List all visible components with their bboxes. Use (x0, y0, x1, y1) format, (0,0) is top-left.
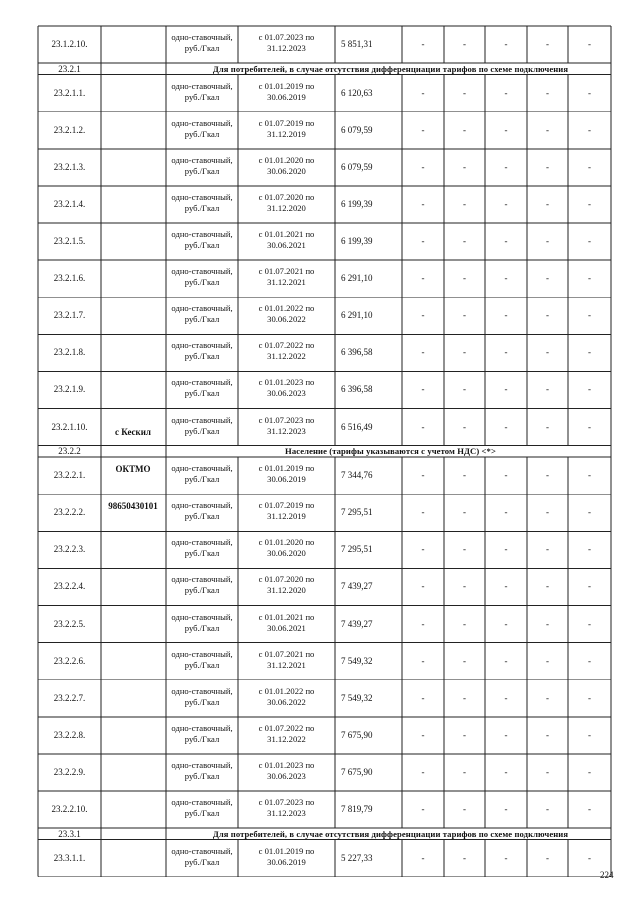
period-to: 30.06.2021 (267, 240, 306, 250)
period-from: с 01.01.2019 по (258, 463, 315, 474)
empty-cell-4: - (546, 124, 549, 135)
period-to: 31.12.2020 (267, 202, 306, 213)
period-to: 31.12.2022 (267, 351, 306, 362)
empty-cell-5: - (588, 236, 591, 247)
empty-cell-5: - (588, 421, 591, 432)
row-number: 23.2.2.4. (53, 581, 86, 592)
empty-cell-5: - (588, 507, 591, 518)
tariff-value: 7 549,32 (341, 655, 373, 666)
row-number: 23.3.1.1. (53, 852, 86, 863)
empty-cell-2: - (463, 618, 466, 629)
row-number: 23.2.2.1. (53, 470, 86, 481)
empty-cell-5: - (588, 310, 591, 321)
empty-cell-5: - (588, 198, 591, 209)
period-from: с 01.07.2023 по (258, 32, 315, 42)
tariff-type: одно-ставочный, руб./Гкал (171, 611, 233, 633)
empty-cell-3: - (504, 766, 508, 777)
empty-cell-4: - (546, 384, 549, 395)
empty-cell-2: - (463, 198, 466, 209)
empty-cell-2: - (463, 347, 466, 358)
tariff-type: одно-ставочный, руб./Гкал (171, 759, 233, 781)
empty-cell-2: - (463, 692, 466, 703)
empty-cell-3: - (504, 618, 508, 629)
section-title: Для потребителей, в случае отсутствия дифференциации тарифов по схеме подключения (212, 63, 569, 74)
empty-cell-1: - (421, 273, 425, 284)
empty-cell-4: - (546, 804, 549, 815)
empty-cell-2: - (463, 236, 466, 247)
period-from: с 01.07.2021 по (258, 266, 315, 277)
empty-cell-5: - (588, 766, 591, 777)
empty-cell-3: - (504, 124, 508, 135)
row-number: 23.2.2.3. (53, 544, 86, 555)
empty-cell-2: - (463, 655, 466, 666)
empty-cell-5: - (588, 87, 591, 98)
empty-cell-1: - (421, 236, 425, 247)
oktmo-label: ОКТМО (115, 464, 151, 474)
empty-cell-3: - (504, 347, 508, 358)
row-number: 23.2.1.3. (53, 161, 86, 172)
period-to: 31.12.2021 (267, 659, 306, 670)
tariff-value: 7 549,32 (341, 692, 373, 703)
empty-cell-1: - (421, 310, 425, 321)
period-to: 31.12.2023 (267, 425, 306, 436)
empty-cell-2: - (463, 273, 466, 284)
empty-cell-2: - (463, 39, 466, 50)
empty-cell-4: - (546, 347, 549, 358)
oktmo-code: 98650430101 (108, 501, 158, 511)
row-number: 23.2.2.2. (53, 507, 86, 518)
empty-cell-5: - (588, 347, 591, 358)
period-to: 30.06.2019 (267, 474, 306, 485)
tariff-value: 6 079,59 (341, 161, 373, 172)
tariff-value: 6 199,39 (341, 198, 373, 209)
empty-cell-5: - (588, 618, 591, 629)
section-number: 23.2.1 (58, 63, 81, 74)
empty-cell-1: - (421, 655, 425, 666)
row-number: 23.2.1.8. (53, 347, 86, 358)
empty-cell-1: - (421, 470, 425, 481)
empty-cell-3: - (504, 507, 508, 518)
period-from: с 01.07.2019 по (258, 500, 315, 511)
tariff-value: 5 227,33 (341, 852, 373, 863)
period-from: с 01.07.2023 по (258, 797, 315, 807)
section-title: Для потребителей, в случае отсутствия дифференциации тарифов по схеме подключения (212, 828, 569, 839)
empty-cell-3: - (504, 39, 508, 50)
tariff-value: 6 079,59 (341, 124, 373, 135)
empty-cell-1: - (421, 544, 425, 555)
empty-cell-3: - (504, 729, 508, 740)
empty-cell-2: - (463, 766, 466, 777)
tariff-value: 7 439,27 (341, 618, 373, 629)
period-from: с 01.07.2023 по (258, 414, 315, 425)
period-to: 31.12.2023 (267, 808, 306, 818)
period-from: с 01.07.2022 по (258, 340, 315, 351)
tariff-value: 7 675,90 (341, 766, 373, 777)
tariff-value: 6 396,58 (341, 347, 373, 358)
row-number: 23.2.2.5. (53, 618, 86, 629)
tariff-type: одно-ставочный, руб./Гкал (171, 574, 233, 596)
tariff-value: 7 295,51 (341, 507, 373, 518)
empty-cell-1: - (421, 124, 425, 135)
period-to: 30.06.2023 (267, 388, 306, 399)
period-to: 30.06.2022 (267, 314, 306, 325)
empty-cell-1: - (421, 618, 425, 629)
period-to: 30.06.2019 (267, 856, 306, 867)
empty-cell-4: - (546, 692, 549, 703)
row-number: 23.2.1.9. (53, 384, 86, 395)
row-number: 23.2.1.4. (53, 198, 86, 209)
empty-cell-2: - (463, 544, 466, 555)
tariff-type: одно-ставочный, руб./Гкал (171, 797, 233, 818)
tariff-type: одно-ставочный, руб./Гкал (171, 377, 233, 399)
empty-cell-3: - (504, 421, 508, 432)
empty-cell-1: - (421, 347, 425, 358)
empty-cell-4: - (546, 544, 549, 555)
period-from: с 01.01.2021 по (258, 611, 315, 622)
section-number: 23.2.2 (58, 446, 81, 457)
section-title: Население (тарифы указываются с учетом НДС) <*> (285, 446, 496, 457)
empty-cell-4: - (546, 236, 549, 247)
tariff-value: 6 291,10 (341, 273, 373, 284)
empty-cell-1: - (421, 766, 425, 777)
period-from: с 01.01.2022 по (258, 685, 315, 696)
row-number: 23.2.2.10. (51, 804, 88, 815)
empty-cell-2: - (463, 581, 466, 592)
tariff-type: одно-ставочный, руб./Гкал (171, 648, 233, 670)
empty-cell-2: - (463, 507, 466, 518)
empty-cell-3: - (504, 310, 508, 321)
period-to: 31.12.2019 (267, 511, 306, 522)
tariff-type: одно-ставочный, руб./Гкал (171, 303, 233, 325)
row-number: 23.2.1.10. (51, 421, 88, 432)
tariff-value: 7 439,27 (341, 581, 373, 592)
empty-cell-3: - (504, 655, 508, 666)
empty-cell-2: - (463, 852, 466, 863)
empty-cell-1: - (421, 804, 425, 815)
empty-cell-4: - (546, 507, 549, 518)
empty-cell-5: - (588, 161, 591, 172)
period-from: с 01.01.2019 по (258, 80, 315, 91)
tariff-type: одно-ставочный, руб./Гкал (171, 685, 233, 707)
period-from: с 01.07.2020 по (258, 191, 315, 202)
empty-cell-1: - (421, 692, 425, 703)
tariff-type: одно-ставочный, руб./Гкал (171, 117, 233, 139)
empty-cell-4: - (546, 852, 549, 863)
tariff-type: одно-ставочный, руб./Гкал (171, 32, 233, 53)
row-number: 23.1.2.10. (51, 39, 88, 50)
empty-cell-5: - (588, 581, 591, 592)
empty-cell-1: - (421, 852, 425, 863)
empty-cell-2: - (463, 384, 466, 395)
tariff-type: одно-ставочный, руб./Гкал (171, 340, 233, 362)
period-to: 31.12.2021 (267, 277, 306, 288)
period-to: 30.06.2019 (267, 91, 306, 102)
empty-cell-4: - (546, 87, 549, 98)
empty-cell-3: - (504, 384, 508, 395)
period-to: 30.06.2020 (267, 165, 306, 176)
empty-cell-1: - (421, 39, 425, 50)
period-from: с 01.07.2022 по (258, 722, 315, 733)
period-from: с 01.01.2023 по (258, 759, 315, 770)
empty-cell-2: - (463, 729, 466, 740)
tariff-type: одно-ставочный, руб./Гкал (171, 229, 233, 250)
empty-cell-3: - (504, 470, 508, 481)
tariff-type: одно-ставочный, руб./Гкал (171, 537, 233, 559)
tariff-value: 6 516,49 (341, 421, 373, 432)
period-from: с 01.01.2022 по (258, 303, 315, 314)
tariff-value: 6 291,10 (341, 310, 373, 321)
period-from: с 01.07.2021 по (258, 648, 315, 659)
empty-cell-5: - (588, 852, 591, 863)
empty-cell-5: - (588, 124, 591, 135)
empty-cell-3: - (504, 87, 508, 98)
empty-cell-4: - (546, 161, 549, 172)
empty-cell-1: - (421, 729, 425, 740)
period-to: 31.12.2019 (267, 128, 306, 139)
row-number: 23.2.1.2. (53, 124, 86, 135)
empty-cell-3: - (504, 273, 508, 284)
empty-cell-4: - (546, 655, 549, 666)
tariff-type: одно-ставочный, руб./Гкал (171, 80, 233, 102)
period-to: 31.12.2022 (267, 733, 306, 744)
empty-cell-5: - (588, 729, 591, 740)
period-to: 30.06.2022 (267, 696, 306, 707)
period-to: 30.06.2023 (267, 770, 306, 781)
period-from: с 01.07.2020 по (258, 574, 315, 585)
row-number: 23.2.2.9. (53, 766, 86, 777)
tariff-value: 7 344,76 (341, 470, 373, 481)
empty-cell-2: - (463, 124, 466, 135)
tariff-value: 5 851,31 (341, 39, 373, 50)
period-to: 31.12.2023 (267, 43, 306, 53)
empty-cell-5: - (588, 273, 591, 284)
empty-cell-2: - (463, 421, 466, 432)
tariff-value: 6 396,58 (341, 384, 373, 395)
empty-cell-3: - (504, 236, 508, 247)
row-number: 23.2.1.6. (53, 273, 86, 284)
empty-cell-4: - (546, 198, 549, 209)
empty-cell-1: - (421, 421, 425, 432)
tariff-type: одно-ставочный, руб./Гкал (171, 463, 233, 485)
empty-cell-5: - (588, 544, 591, 555)
tariff-type: одно-ставочный, руб./Гкал (171, 266, 233, 288)
period-from: с 01.01.2020 по (258, 537, 315, 548)
empty-cell-5: - (588, 655, 591, 666)
period-from: с 01.01.2021 по (258, 229, 315, 239)
empty-cell-3: - (504, 852, 508, 863)
empty-cell-5: - (588, 804, 591, 815)
empty-cell-5: - (588, 384, 591, 395)
empty-cell-3: - (504, 581, 508, 592)
period-from: с 01.07.2019 по (258, 117, 315, 128)
tariff-type: одно-ставочный, руб./Гкал (171, 845, 233, 867)
period-from: с 01.01.2020 по (258, 154, 315, 165)
period-from: с 01.01.2023 по (258, 377, 315, 388)
row-number: 23.2.2.8. (53, 729, 86, 740)
row-number: 23.2.1.7. (53, 310, 86, 321)
page-number: 224 (600, 870, 614, 880)
empty-cell-1: - (421, 161, 425, 172)
tariff-type: одно-ставочный, руб./Гкал (171, 414, 233, 436)
empty-cell-4: - (546, 470, 549, 481)
tariff-value: 6 120,63 (341, 87, 373, 98)
settlement-name: с Кескил (115, 427, 151, 437)
empty-cell-2: - (463, 310, 466, 321)
empty-cell-4: - (546, 618, 549, 629)
empty-cell-3: - (504, 804, 508, 815)
tariff-value: 6 199,39 (341, 236, 373, 247)
empty-cell-5: - (588, 692, 591, 703)
empty-cell-2: - (463, 161, 466, 172)
empty-cell-5: - (588, 470, 591, 481)
empty-cell-2: - (463, 470, 466, 481)
period-from: с 01.01.2019 по (258, 845, 315, 856)
empty-cell-4: - (546, 310, 549, 321)
tariff-value: 7 295,51 (341, 544, 373, 555)
empty-cell-4: - (546, 421, 549, 432)
empty-cell-1: - (421, 507, 425, 518)
empty-cell-3: - (504, 544, 508, 555)
empty-cell-4: - (546, 729, 549, 740)
period-to: 30.06.2021 (267, 622, 306, 633)
empty-cell-4: - (546, 273, 549, 284)
empty-cell-3: - (504, 161, 508, 172)
tariff-type: одно-ставочный, руб./Гкал (171, 191, 233, 213)
tariff-type: одно-ставочный, руб./Гкал (171, 722, 233, 744)
empty-cell-1: - (421, 384, 425, 395)
empty-cell-1: - (421, 581, 425, 592)
tariff-value: 7 675,90 (341, 729, 373, 740)
tariff-type: одно-ставочный, руб./Гкал (171, 154, 233, 176)
empty-cell-3: - (504, 692, 508, 703)
empty-cell-2: - (463, 804, 466, 815)
period-to: 31.12.2020 (267, 585, 306, 596)
empty-cell-4: - (546, 581, 549, 592)
tariff-value: 7 819,79 (341, 804, 373, 815)
period-to: 30.06.2020 (267, 548, 306, 559)
empty-cell-5: - (588, 39, 591, 50)
row-number: 23.2.1.1. (53, 87, 86, 98)
empty-cell-3: - (504, 198, 508, 209)
empty-cell-4: - (546, 39, 549, 50)
empty-cell-1: - (421, 198, 425, 209)
empty-cell-1: - (421, 87, 425, 98)
empty-cell-4: - (546, 766, 549, 777)
row-number: 23.2.2.7. (53, 692, 86, 703)
empty-cell-2: - (463, 87, 466, 98)
section-number: 23.3.1 (58, 828, 81, 839)
row-number: 23.2.1.5. (53, 236, 86, 247)
row-number: 23.2.2.6. (53, 655, 86, 666)
tariff-type: одно-ставочный, руб./Гкал (171, 500, 233, 522)
